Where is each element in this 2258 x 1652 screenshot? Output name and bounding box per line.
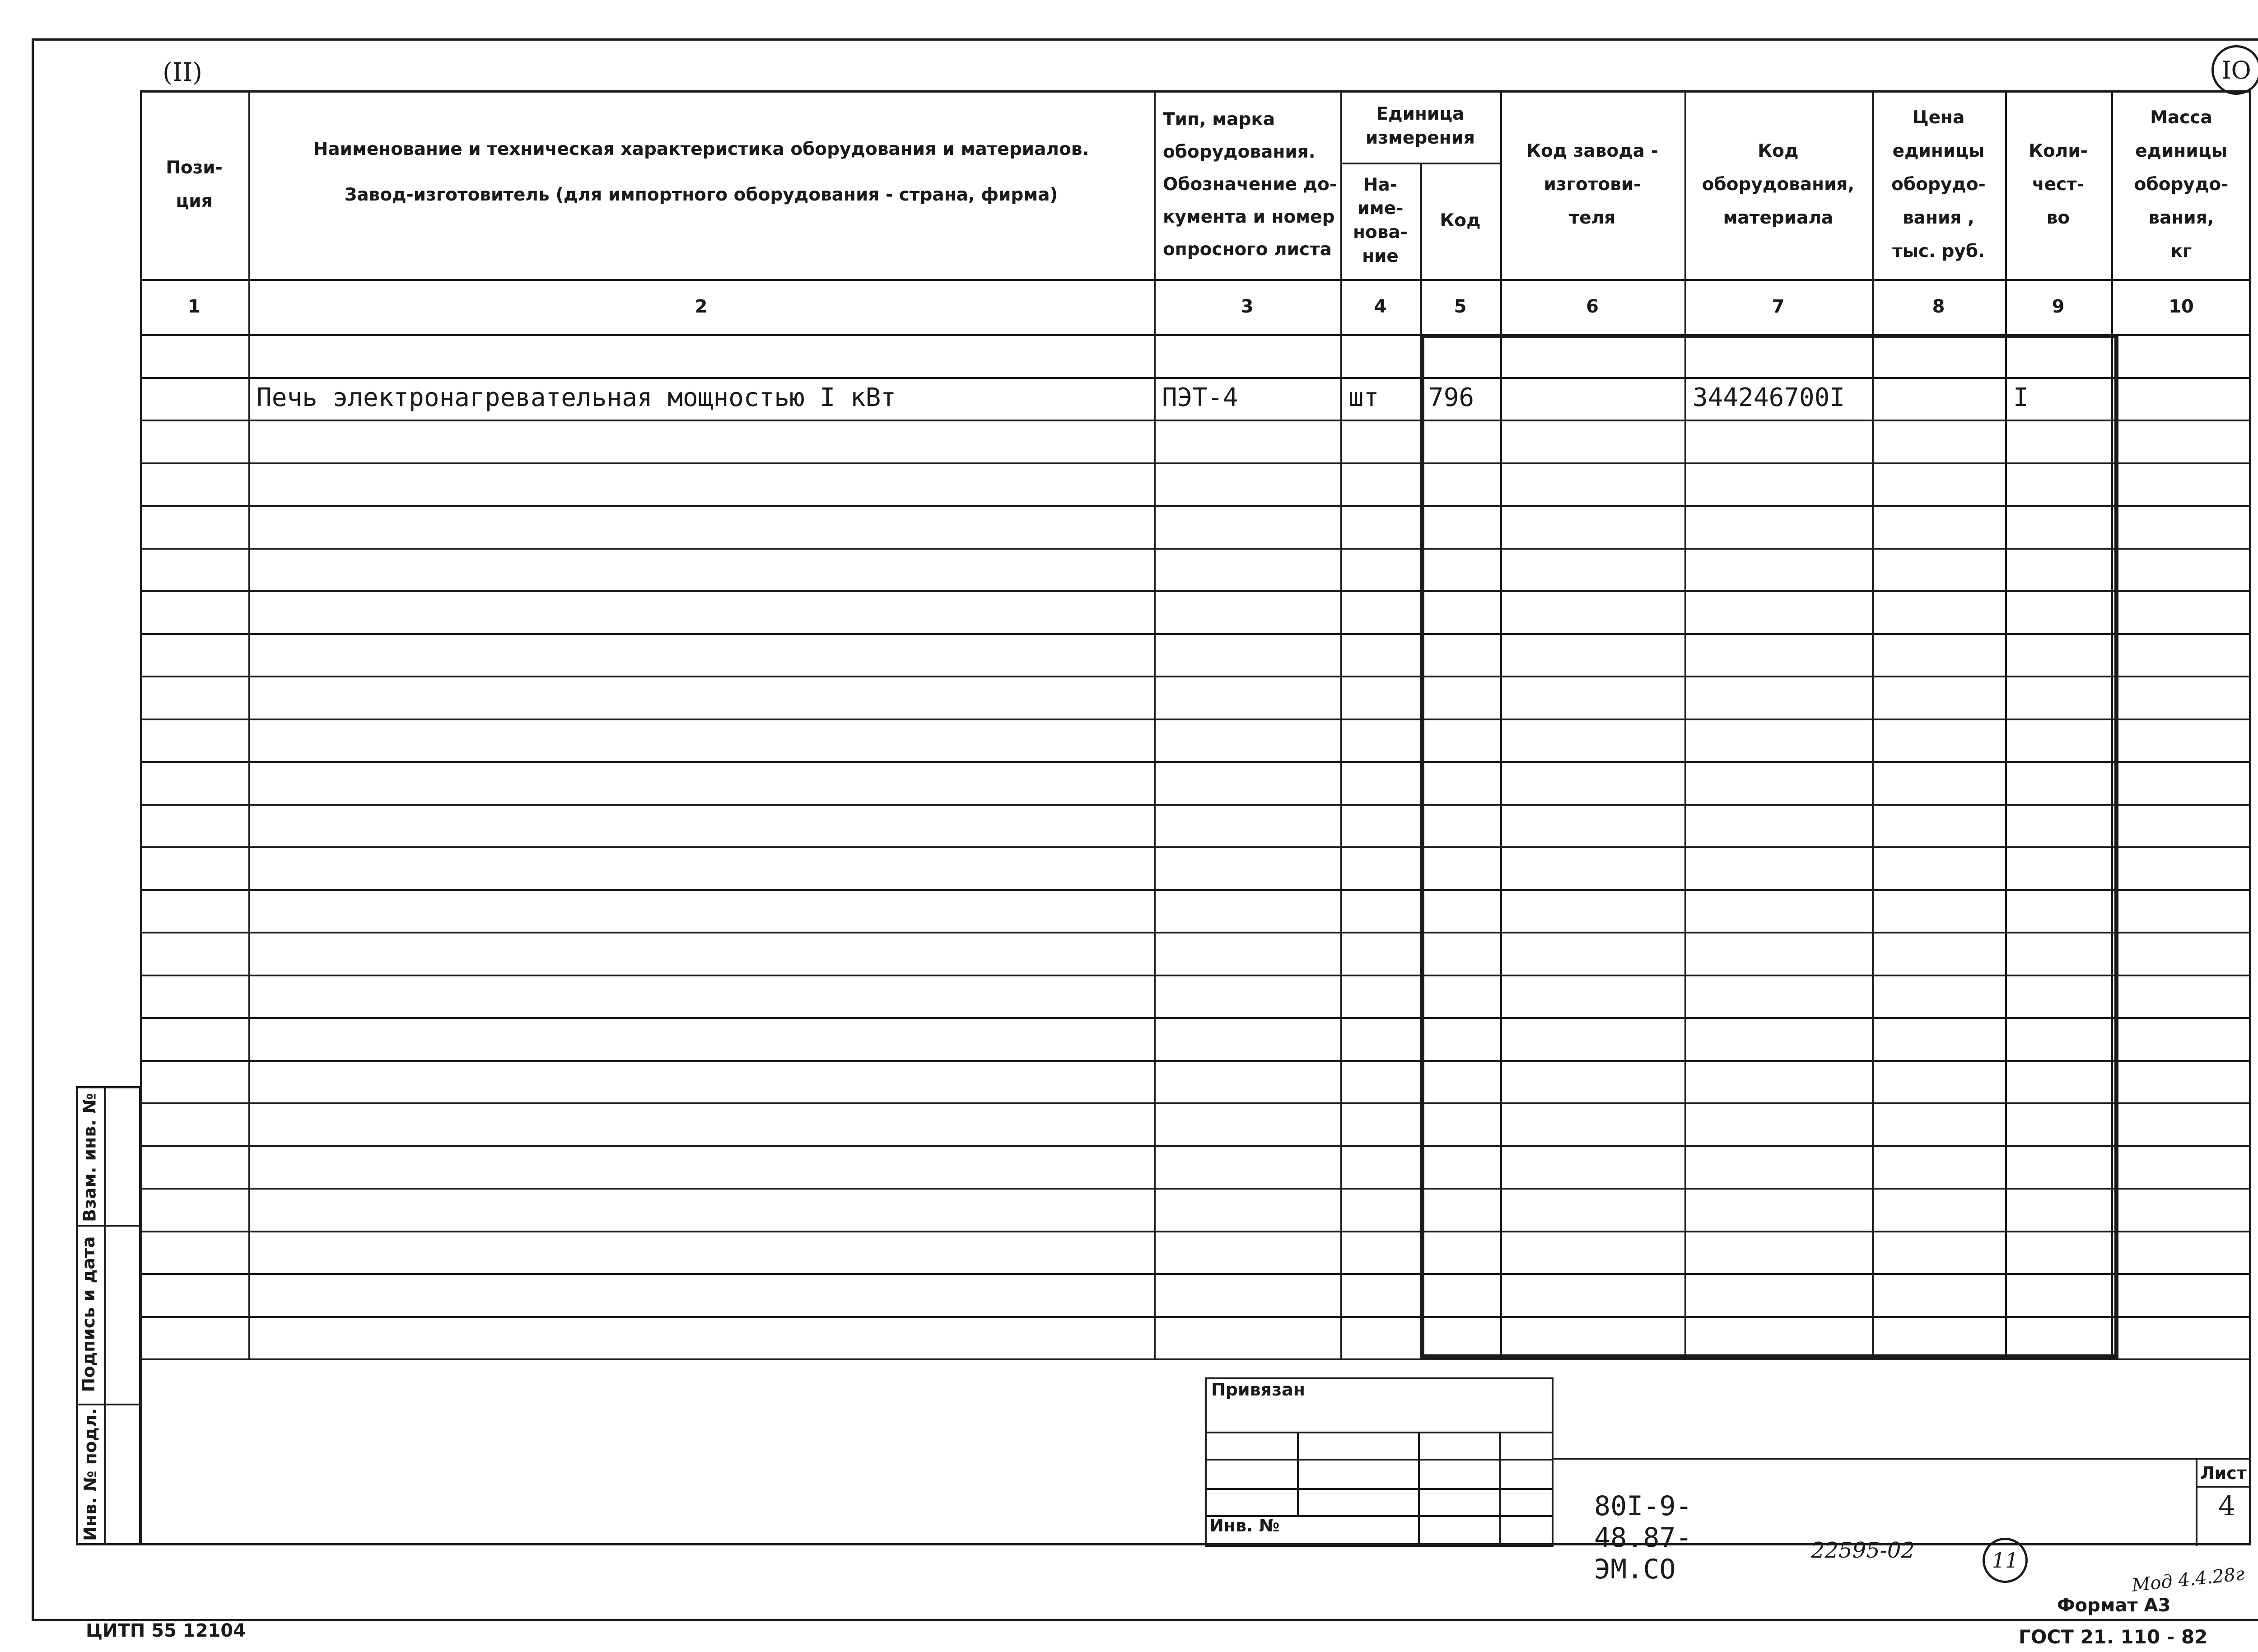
column-header-6: Код завода - изготови- теля <box>1526 140 1658 229</box>
citp-code: ЦИТП 55 12104 <box>86 1620 246 1641</box>
table-cell-equipment-code: 344246700I <box>1693 383 1845 412</box>
column-number-8: 8 <box>1932 296 1945 317</box>
column-number-10: 10 <box>2169 296 2194 317</box>
column-header-5: Код <box>1440 210 1481 231</box>
column-number-4: 4 <box>1374 296 1387 317</box>
column-header-3: Тип, марка оборудования. Обозначение до- кумента и номер опросного листа <box>1163 109 1337 260</box>
format-label: Формат А3 <box>2057 1595 2171 1616</box>
column-number-2: 2 <box>695 296 708 317</box>
column-header-2: Наименование и техническая характеристика оборудования и материалов. Завод-изготовитель (для импортного оборудования - страна, фирма) <box>313 139 1089 205</box>
handwritten-note: Мод 4.4.28г <box>2131 1563 2246 1596</box>
table-cell-quantity: I <box>2013 383 2029 412</box>
column-number-5: 5 <box>1454 296 1467 317</box>
column-number-1: 1 <box>188 296 201 317</box>
inv-no-label: Инв. № <box>1209 1516 1280 1535</box>
column-header-8: Цена единицы оборудо- вания , тыс. руб. <box>1891 107 1986 262</box>
unit-group-header: Единица измерения <box>1366 104 1475 148</box>
column-number-7: 7 <box>1772 296 1785 317</box>
sheet-label: Лист <box>2200 1463 2247 1483</box>
top-left-mark: (II) <box>163 58 202 87</box>
table-cell-name: Печь электронагревательная мощностью I кВт <box>257 383 896 412</box>
highlight-block <box>1420 334 2118 1358</box>
podpis-data-label: Подпись и дата <box>79 1236 98 1392</box>
column-header-1: Пози- ция <box>166 157 223 211</box>
handwritten-number: 22595-02 <box>1811 1538 1915 1563</box>
column-header-4: На- име- нова- ние <box>1353 174 1408 266</box>
column-number-6: 6 <box>1586 296 1599 317</box>
column-header-9: Коли- чест- во <box>2029 140 2088 229</box>
column-header-10: Масса единицы оборудо- вания, кг <box>2134 107 2229 262</box>
table-cell-unit-code: 796 <box>1428 383 1474 412</box>
table-cell-unit-name: шт <box>1348 383 1379 412</box>
gost-label: ГОСТ 21. 110 - 82 <box>2019 1626 2208 1648</box>
top-right-mark: IO <box>2221 56 2251 84</box>
inv-podl-label: Инв. № подл. <box>80 1408 100 1541</box>
column-number-3: 3 <box>1241 296 1254 317</box>
table-cell-type: ПЭТ-4 <box>1162 383 1238 412</box>
circled-number: 11 <box>1983 1538 2028 1583</box>
vzam-inv-label: Взам. инв. № <box>79 1093 100 1222</box>
document-designation: 80I-9-48.87-ЭМ.СО <box>1594 1490 1692 1585</box>
sheet-mark-circle <box>2211 45 2258 95</box>
privyazan-label: Привязан <box>1211 1380 1306 1400</box>
column-number-9: 9 <box>2052 296 2065 317</box>
column-header-7: Код оборудования, материала <box>1702 140 1855 229</box>
sheet-number: 4 <box>2218 1490 2236 1522</box>
